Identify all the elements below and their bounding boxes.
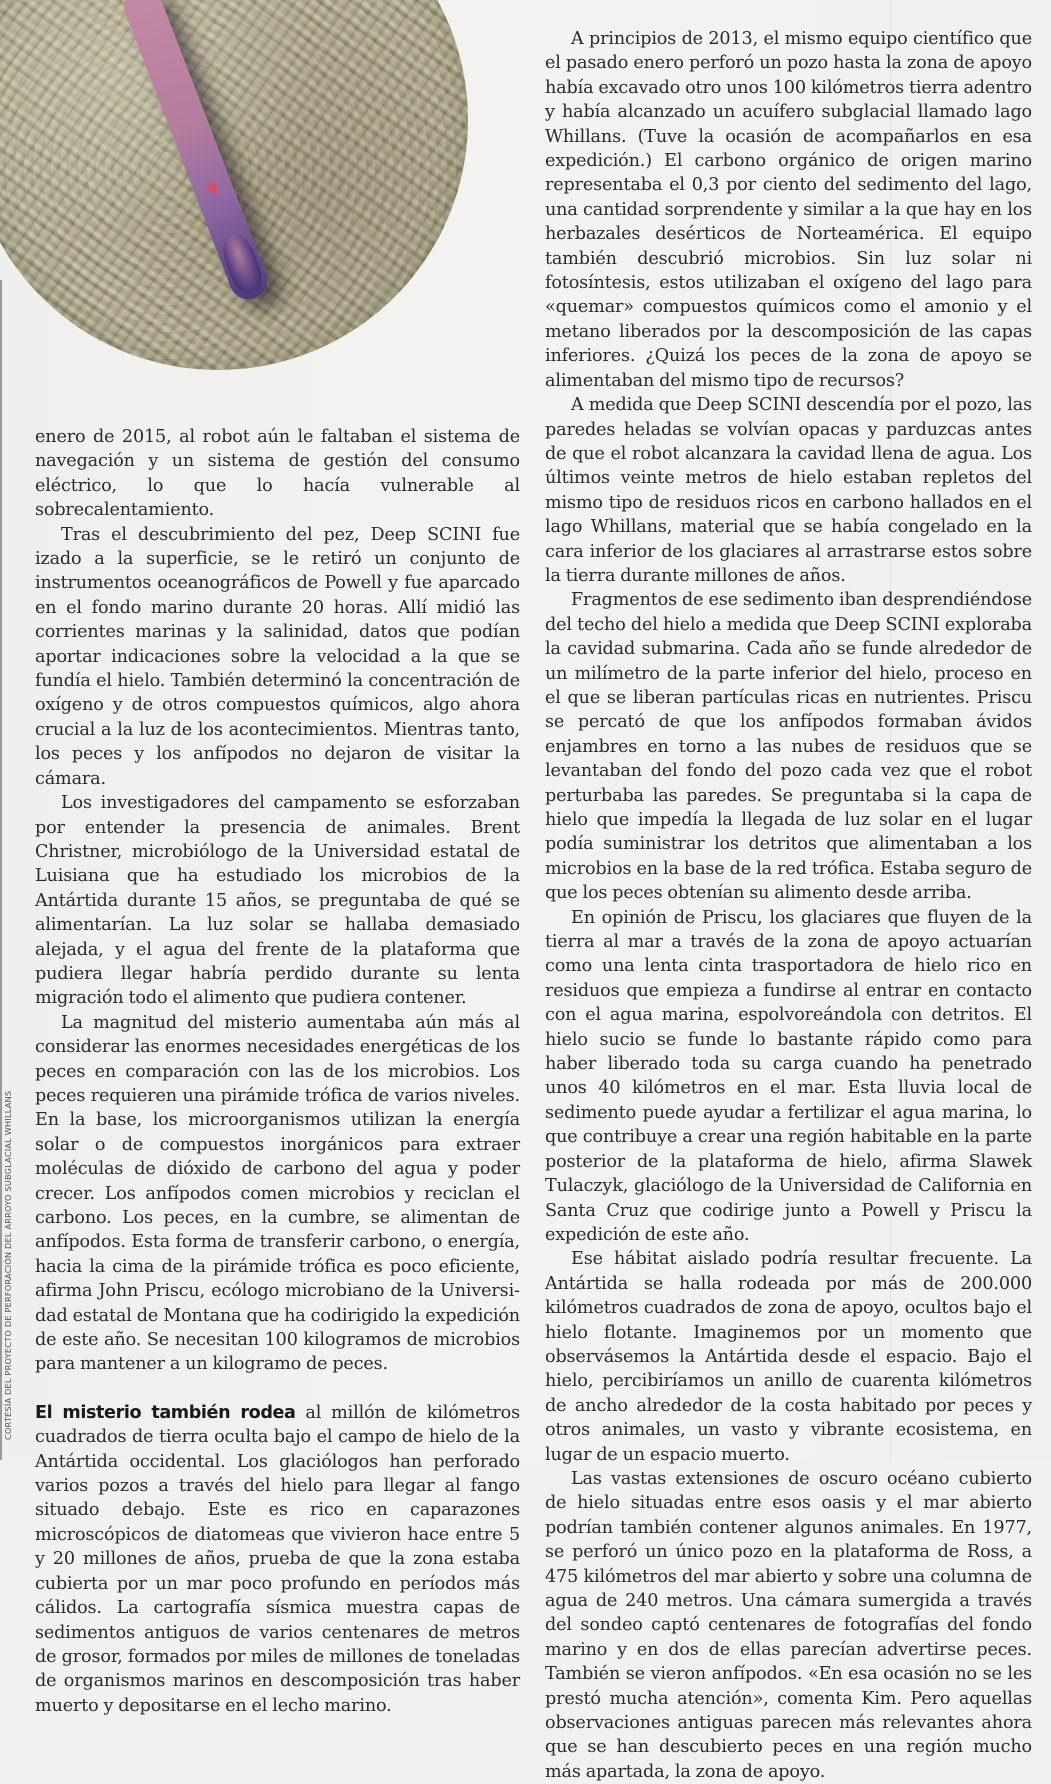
fish-photo [0,0,468,370]
paragraph: La magnitud del misterio aumentaba aún más al considerar las enormes necesidades energéticas de los peces en comparación con las de los microbios. Los peces requieren una pirámide trófica de varios niveles. En la base, los microorganismos utilizan la energía solar o de compuestos inorgánicos para extraer moléculas de dióxido de carbono del agua y poder crecer. Los anfípodos comen microbios y reciclan el carbono. Los peces, en la cumbre, se alimentan de anfípodos. Esta forma de transferir carbono, o energía, hacia la cima de la pirámide trófica es poco eficiente, afirma John Priscu, ecólogo microbiano de la Universidad estatal de Montana que ha codirigido la expedición de este año. Se necesitan 100 kilogramos de microbios para mantener a un kilogramo de peces. [35,1012,520,1375]
section-paragraph [35,1401,520,1718]
paragraph: Los investigadores del campamento se esforzaban por entender la presencia de animales. Brent Christner, microbiólogo de la Universidad estatal de Luisiana que ha estudiado los microbios de la Antártida durante 15 años, se preguntaba de qué se alimentarían. La luz solar se hallaba demasiado alejada, y el agua del frente de la plataforma que pudiera llegar habría perdido durante su lenta migración todo el alimento que pudiera contener. [35,793,520,1009]
page-edge-shadow [0,280,2,1460]
paragraph: Ese hábitat aislado podría resultar frecuente. La Antártida se halla rodeada por más de 200.000 kilómetros cuadrados de zona de apoyo, ocultos bajo el hielo flotante. Imaginemos por un momento que observásemos la Antártida desde el espacio. Bajo el hielo, percibiríamos un anillo de cuarenta kilómetros de ancho alrededor de la costa habitado por peces y otros animales, un vasto y vibrante ecosistema, en lugar de un espacio muerto. [545,1249,1032,1465]
paragraph: enero de 2015, al robot aún le faltaban el sistema de navegación y un sistema de gestión del consumo eléctrico, lo que lo hacía vulnerable al sobrecalentamiento. [35,427,520,521]
left-column [35,425,520,1718]
paragraph: Fragmentos de ese sedimento iban desprendiéndose del techo del hielo a medida que Deep SCINI exploraba la cavidad submarina. Cada año se funde alrededor de un milímetro de la parte inferior del hielo, proceso en el que se liberan partículas ricas en nutrientes. Priscu se percató de que los anfípodos formaban ávidos enjambres en torno a las nubes de residuos que se levantaban del fondo del pozo cada vez que el robot perturbaba las paredes. Se preguntaba si la capa de hielo que impedía la llegada de luz solar en el lugar podía suministrar los detritos que alimentaban a los microbios en la base de la red trófica. Estaba seguro de que los peces obtenían su alimento desde arriba. [545,590,1032,904]
paragraph: Tras el descubrimiento del pez, Deep SCINI fue izado a la superficie, se le retiró un conjunto de instrumentos oceanográficos de Powell y fue aparcado en el fondo marino durante 20 horas. Allí midió las corrientes marinas y la salinidad, datos que podían aportar indicaciones sobre la velocidad a la que se fundía el hielo. También determinó la concentración de oxígeno y de otros compuestos químicos, algo ahora crucial a la luz de los acontecimientos. Mientras tanto, los peces y los anfípodos no dejaron de visitar la cámara. [35,524,520,789]
paragraph: A medida que Deep SCINI descendía por el pozo, las paredes heladas se volvían opacas y parduzcas antes de que el robot alcanzara la cavidad llena de agua. Los últimos veinte metros de hielo estaban repletos del mismo tipo de residuos ricos en carbono hallados en el lago Whillans, material que se había congelado en la cara inferior de los glaciares al arrastrarse estos sobre la tierra durante millones de años. [545,395,1032,586]
fish-gill-spot [206,180,220,197]
paragraph: A principios de 2013, el mismo equipo científico que el pasado enero perforó un pozo hasta la zona de apoyo había excavado otro unos 100 kilómetros tierra adentro y había alcanzado un acuífero subglacial llamado lago Whillans. (Tuve la ocasión de acompañarlos en esa expedición.) El carbono orgánico de origen marino representaba el 0,3 por ciento del sedimento del lago, una cantidad sorprendente y similar a la que hay en los herbazales desérticos de Norteamérica. El equipo también descubrió microbios. Sin luz solar ni fotosíntesis, estos utilizaban el oxígeno del lago para «quemar» compuestos químicos como el amonio y el metano liberados por la descomposición de las capas inferiores. ¿Quizá los peces de la zona de apoyo se alimentaban del mismo tipo de recursos? [545,29,1032,391]
right-column [545,27,1032,1784]
section-text: al millón de kilómetros cuadrados de tierra oculta bajo el campo de hielo de la Antártida occidental. Los glaciólogos han perforado varios pozos a través del hielo para llegar al fango situado debajo. Este es rico en caparazones microscópicos de diatomeas que vivieron hace entre 5 y 20 millones de años, prueba de que la zona estaba cubierta por un mar poco profundo en períodos más cálidos. La cartografía sísmica muestra capas de sedimentos antiguos de varios centenares de metros de grosor, formados por miles de millones de toneladas de organismos marinos en descomposición tras haber muerto y depositarse en el lecho marino. [35,1402,520,1716]
section-lead-in: El misterio también rodea [35,1402,296,1423]
paragraph: En opinión de Priscu, los glaciares que fluyen de la tierra al mar a través de la zona de apoyo actuarían como una lenta cinta trasportadora de hielo rico en residuos que empieza a fundirse al entrar en contacto con el agua marina, espolvoreándola con detritos. El hielo sucio se funde lo bastante rápido como para haber liberado toda su carga cuando ha penetrado unos 40 kilómetros en el mar. Esta lluvia local de sedimento puede ayudar a fertilizar el agua marina, lo que contribuye a crear una región habitable en la parte posterior de la plataforma de hielo, afirma Slawek Tulaczyk, glaciólogo de la Universidad de California en Santa Cruz que codirige junto a Powell y Priscu la expedición de este año. [545,907,1032,1245]
sediment-texture [0,0,468,370]
paragraph: Las vastas extensiones de oscuro océano cubierto de hielo situadas entre esos oasis y el mar abierto podrían también contener algunos animales. En 1977, se perforó un único pozo en la plataforma de Ross, a 475 kilómetros del mar abierto y sobre una columna de agua de 240 metros. Una cámara sumergida a través del sondeo captó centenares de fotografías del fondo marino y en dos de ellas parecían advertirse peces. También se vieron anfípodos. «En esa ocasión no se les prestó mucha atención», comenta Kim. Pero aquellas observaciones antiguas parecen más relevantes ahora que se han descubierto peces en una región mucho más apartada, la zona de apoyo. [545,1468,1032,1782]
photo-credit: CORTESÍA DEL PROYECTO DE PERFORACIÓN DEL ARROYO SUBGLACIAL WHILLANS [3,1090,13,1440]
